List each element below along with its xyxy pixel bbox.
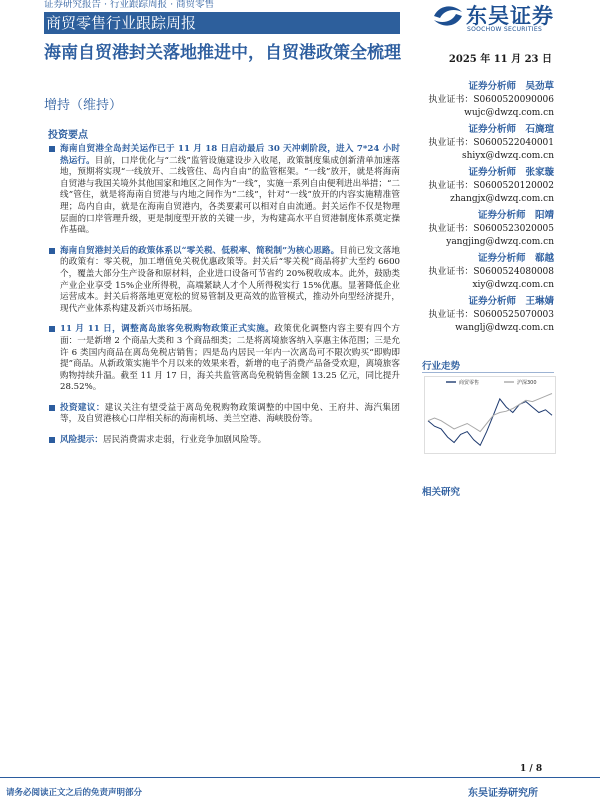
logo-text-en: SOOCHOW SECURITIES bbox=[467, 26, 543, 33]
report-title: 海南自贸港封关落地推进中，自贸港政策全梳理 bbox=[44, 43, 401, 63]
point-lead: 海南自贸港封关后的政策体系以“零关税、低税率、简税制”为核心思路。 bbox=[60, 245, 340, 256]
analyst-title: 证券分析师 郗越 bbox=[477, 253, 554, 264]
analyst-cert: 执业证书：S0600522040001 bbox=[428, 138, 554, 148]
header-band: 商贸零售行业跟踪周报 bbox=[44, 12, 400, 34]
analyst-email[interactable]: xiy@dwzq.com.cn bbox=[472, 280, 554, 290]
industry-trend-chart bbox=[424, 376, 556, 454]
analyst-title: 证券分析师 吴劲草 bbox=[468, 81, 554, 92]
analyst-cert: 执业证书：S0600524080008 bbox=[428, 267, 554, 277]
analyst-card bbox=[420, 209, 554, 249]
legend-label: 商贸零售 bbox=[459, 380, 480, 386]
analyst-card bbox=[420, 166, 554, 206]
point-lead: 11 月 11 日，调整离岛旅客免税购物政策正式实施。 bbox=[60, 324, 275, 335]
summary-point bbox=[48, 435, 400, 447]
analyst-cert: 执业证书：S0600523020005 bbox=[428, 224, 554, 234]
logo bbox=[432, 0, 560, 34]
point-body: 居民消费需求走弱，行业竞争加剧风险等。 bbox=[102, 435, 267, 446]
point-body: 目前，口岸优化与“二线”监管设施建设步入收尾，政策制度集成创新清单加速落地，预期将实现“一线放开、二线管住、岛内自由”的监管框架。“一线”放开，就是将海南自贸港与我国关境外其他国家和地区之间作为“一线”，实施一系列自由便利进出举措；“二线”管住，就是将海南自贸港与内地之间作为“二线”，针对“一线”放开的内容实施精准管理；岛内自由，就是在海南自贸港内，各类要素可以相对自由流通。封关运作不仅是物理层面的口岸管理升级，更是制度型开放的关键一步，为构建高水平自贸港制度体系奠定操作基础。 bbox=[60, 155, 400, 236]
analyst-title: 证券分析师 张家璇 bbox=[468, 167, 554, 178]
analyst-email[interactable]: wujc@dwzq.com.cn bbox=[464, 108, 554, 118]
summary-point bbox=[48, 246, 400, 316]
analyst-list bbox=[420, 80, 554, 338]
point-body: 建议关注有望受益于离岛免税购物政策调整的中国中免、王府井、海汽集团等，及自贸港核心口岸相关标的海南机场、美兰空港、海峡股份等。 bbox=[60, 402, 400, 425]
series-line bbox=[428, 399, 552, 445]
related-research-heading: 相关研究 bbox=[422, 487, 461, 498]
analyst-email[interactable]: wanglj@dwzq.com.cn bbox=[455, 323, 554, 333]
report-date: 2025 年 11 月 23 日 bbox=[448, 54, 552, 65]
divider bbox=[422, 372, 554, 373]
analyst-email[interactable]: zhangjx@dwzq.com.cn bbox=[450, 194, 554, 204]
industry-trend-heading: 行业走势 bbox=[422, 361, 461, 372]
report-type-line: 证券研究报告 · 行业跟踪周报 · 商贸零售 bbox=[44, 0, 215, 10]
point-lead: 风险提示： bbox=[60, 435, 103, 446]
analyst-cert: 执业证书：S0600520090006 bbox=[428, 95, 554, 105]
analyst-title: 证券分析师 石旖瑄 bbox=[468, 124, 554, 135]
logo-text-cn: 东吴证券 bbox=[466, 4, 554, 28]
analyst-card bbox=[420, 123, 554, 163]
soochow-logo-icon bbox=[432, 2, 464, 30]
analyst-card bbox=[420, 252, 554, 292]
analyst-title: 证券分析师 阳靖 bbox=[477, 210, 554, 221]
analyst-cert: 执业证书：S0600520120002 bbox=[428, 181, 554, 191]
point-lead: 海南自贸港全岛封关运作已于 11 月 18 日启动最后 30 天冲刺阶段，进入 7*24 小时热运行。 bbox=[60, 144, 400, 166]
point-body: 政策优化调整内容主要有四个方面：一是新增 2 个商品大类和 3 个商品细类；二是将离境旅客纳入享惠主体范围；三是允许 6 类国内商品在离岛免税店销售；四是岛内居民一年内一次离岛可不限次购买“即购即提”商品。从新政策实施半个月以来的效果来看，新增的电子消费产品备受欢迎，离境旅客购物持续升温。截至 11 月 17 日，海关共监管离岛免税销售金额 13.25 亿元，同比提升 28.52%。 bbox=[60, 324, 400, 393]
footer-brand: 东吴证券研究所 bbox=[468, 788, 538, 799]
summary-point bbox=[48, 324, 400, 394]
summary-point bbox=[48, 403, 400, 426]
analyst-email[interactable]: shiyx@dwzq.com.cn bbox=[462, 151, 554, 161]
page-number: 1 / 8 bbox=[520, 764, 543, 774]
point-lead: 投资建议： bbox=[60, 402, 105, 413]
footer-divider bbox=[0, 777, 600, 778]
analyst-title: 证券分析师 王琳婧 bbox=[468, 296, 554, 307]
analyst-email[interactable]: yangjing@dwzq.com.cn bbox=[446, 237, 554, 247]
point-body: 目前已发文落地的政策有：零关税，加工增值免关税优惠政策等。封关后“零关税”商品将扩大至约 6600 个，覆盖大部分生产设备和原材料，企业进口设备可节省约 20%税收成本。此外，鼓励类产业企业享受 15%企业所得税，高端紧缺人才个人所得税实行 15%优惠。显著降低企业运营成本。封关后将落地更宽松的贸易管制及更高效的监管模式，推动外向型经济提升，现代产业体系构建及新兴市场拓展。 bbox=[60, 245, 400, 314]
legend-label: 沪深300 bbox=[517, 380, 537, 386]
summary-heading: 投资要点 bbox=[48, 130, 88, 141]
summary-points bbox=[48, 144, 400, 456]
series-line bbox=[428, 394, 552, 432]
analyst-cert: 执业证书：S0600525070003 bbox=[428, 310, 554, 320]
chart-frame bbox=[425, 377, 556, 454]
disclaimer: 请务必阅读正文之后的免责声明部分 bbox=[6, 788, 143, 798]
rating: 增持（维持） bbox=[44, 98, 123, 113]
analyst-card bbox=[420, 295, 554, 335]
summary-point bbox=[48, 144, 400, 237]
analyst-card bbox=[420, 80, 554, 120]
